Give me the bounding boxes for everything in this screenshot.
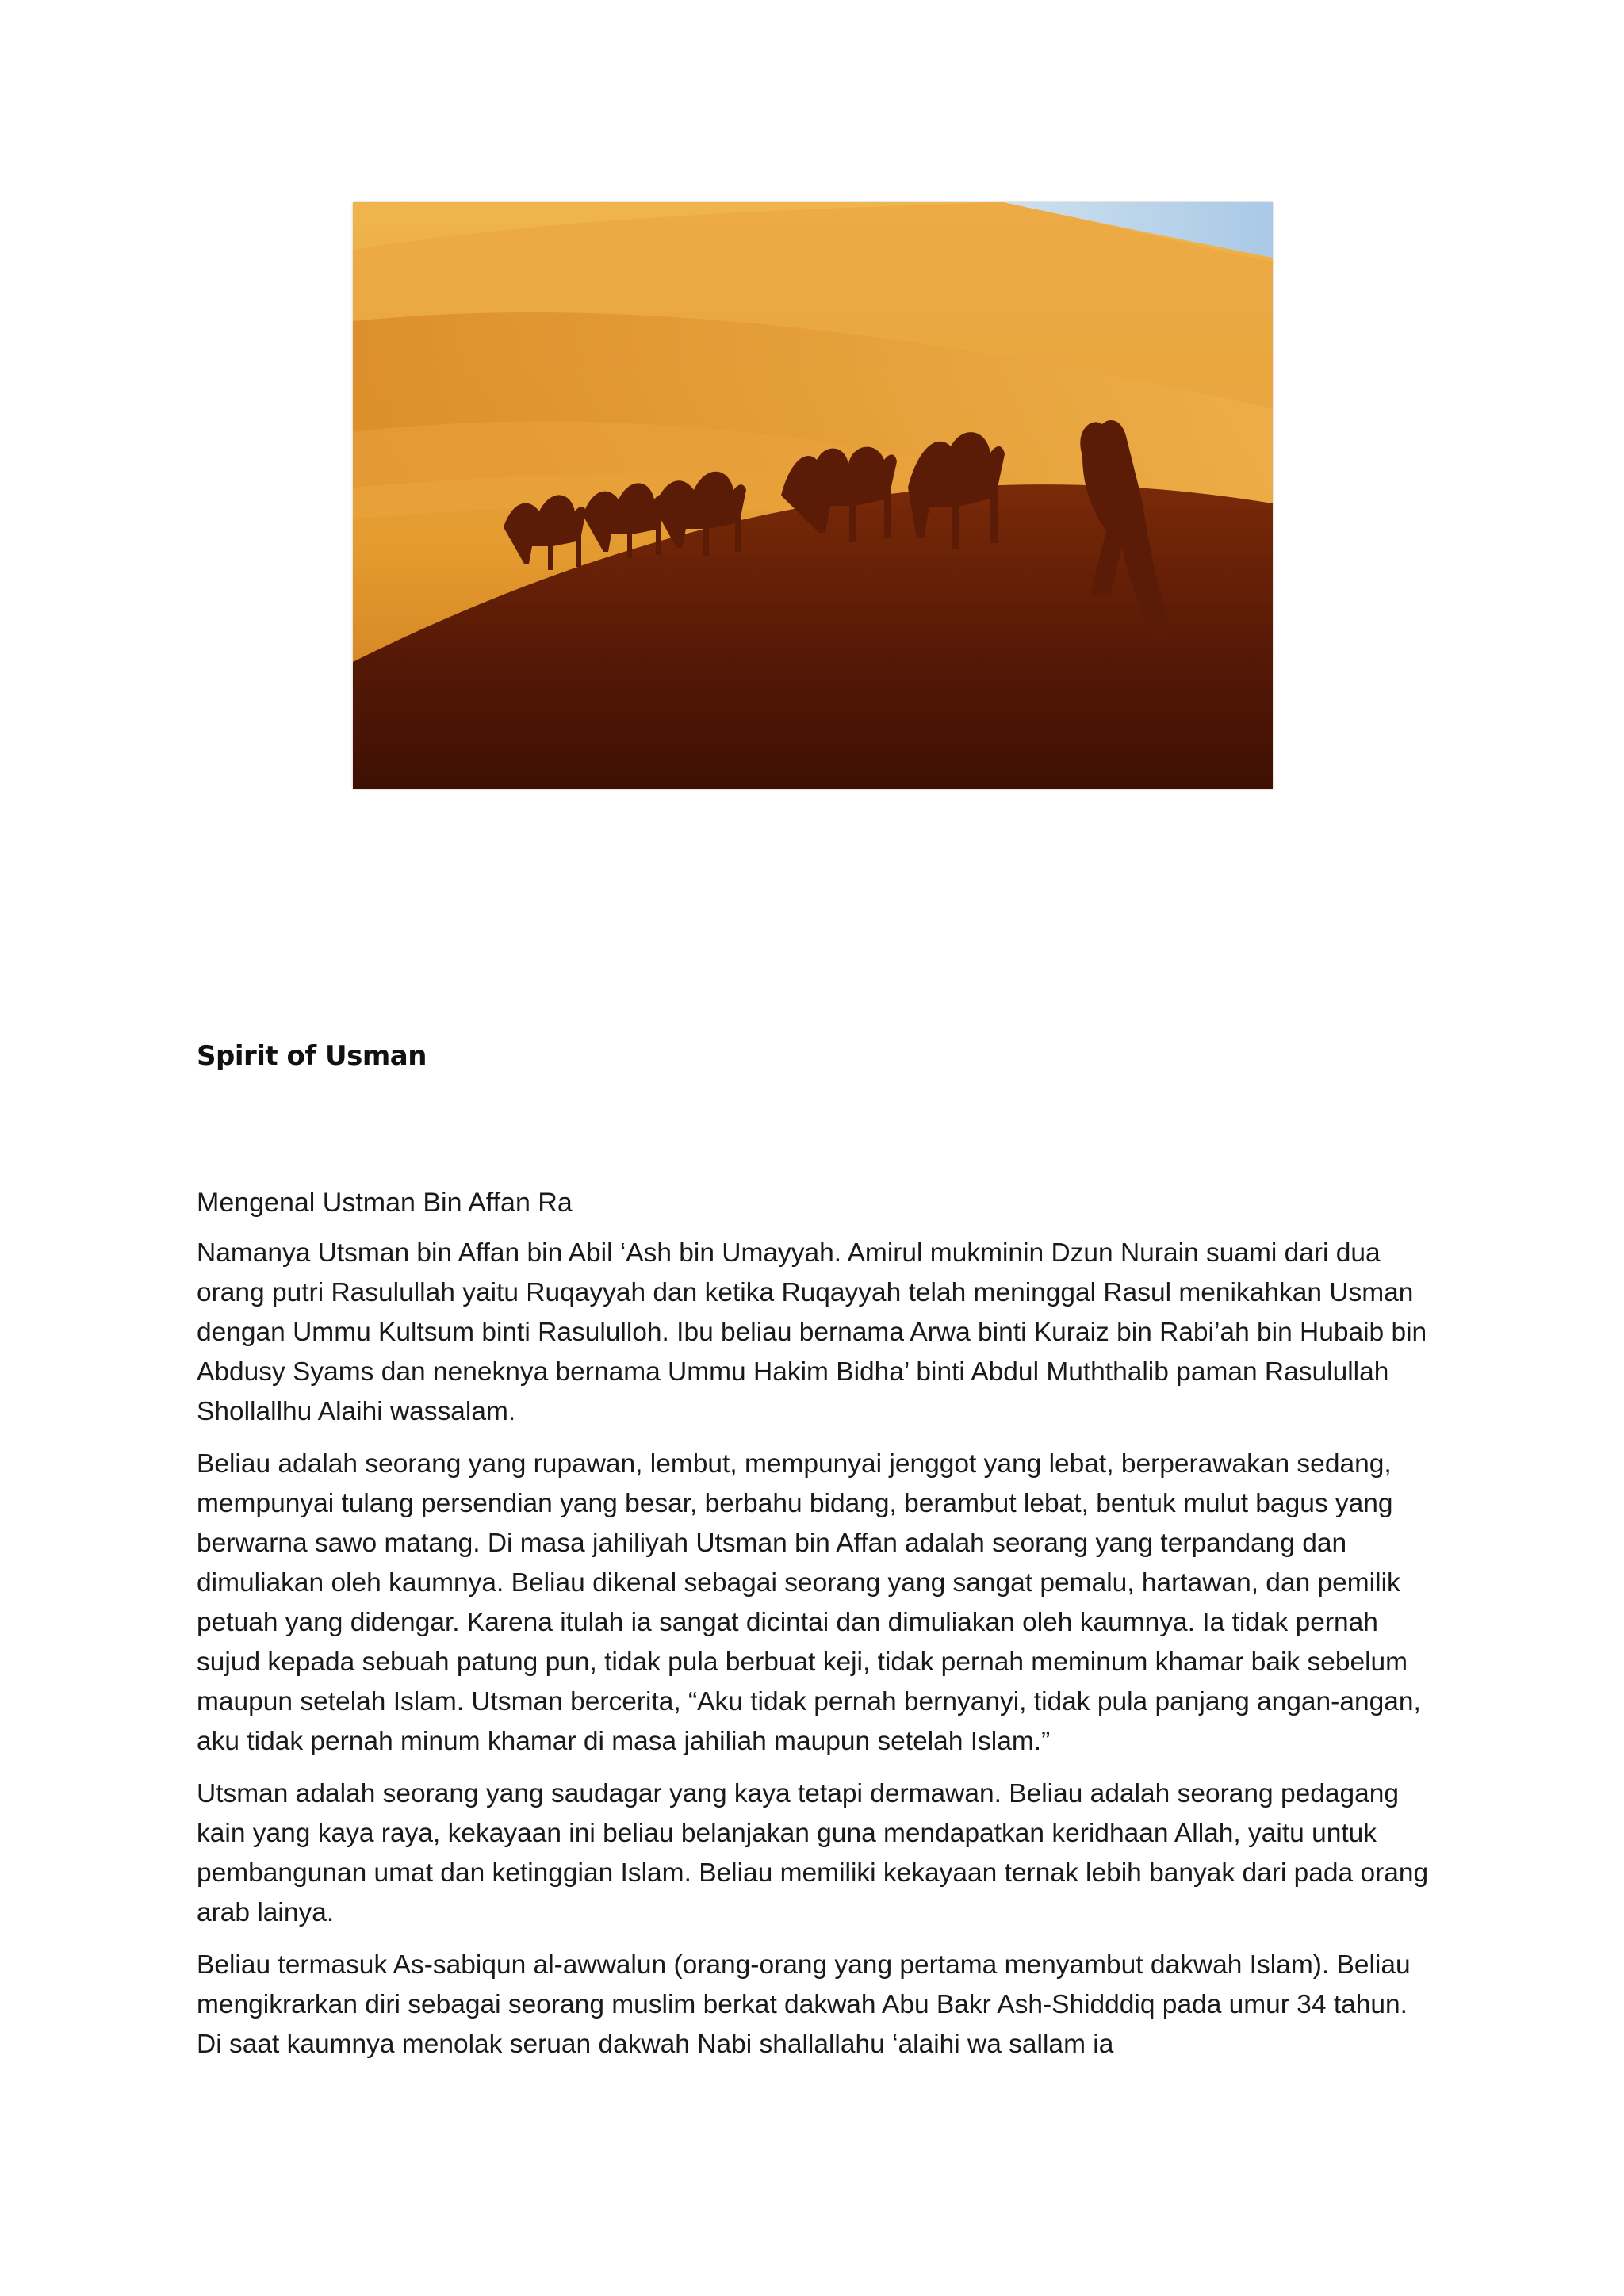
document-title: Spirit of Usman <box>197 1040 427 1072</box>
paragraph-3: Utsman adalah seorang yang saudagar yang kaya tetapi dermawan. Beliau adalah seorang pedagang kain yang kaya raya, kekayaan ini beliau belanjakan guna mendapatkan keridhaan Allah, yaitu untuk pembangunan umat dan ketinggian Islam. Beliau memiliki kekayaan ternak lebih banyak dari pada orang arab lainya. <box>197 1779 1429 1927</box>
paragraph-4: Beliau termasuk As-sabiqun al-awwalun (orang-orang yang pertama menyambut dakwah Islam). Beliau mengikrarkan diri sebagai seorang muslim berkat dakwah Abu Bakr Ash-Shidddiq pada umur 34 tahun. Di saat kaumnya menolak seruan dakwah Nabi shallallahu ‘alaihi wa sallam ia <box>197 1950 1411 2059</box>
paragraph-2: Beliau adalah seorang yang rupawan, lembut, mempunyai jenggot yang lebat, berperawakan sedang, mempunyai tulang persendian yang besar, berbahu bidang, berambut lebat, bentuk mulut bagus yang berwarna sawo matang. Di masa jahiliyah Utsman bin Affan adalah seorang yang terpandang dan dimuliakan oleh kaumnya. Beliau dikenal sebagai seorang yang sangat pemalu, hartawan, dan pemilik petuah yang didengar. Karena itulah ia sangat dicintai dan dimuliakan oleh kaumnya. Ia tidak pernah sujud kepada sebuah patung pun, tidak pula berbuat keji, tidak pernah meminum khamar baik sebelum maupun setelah Islam. Utsman bercerita, “Aku tidak pernah bernyanyi, tidak pula panjang angan-angan, aku tidak pernah minum khamar di masa jahiliah maupun setelah Islam.” <box>197 1449 1421 1756</box>
section-heading: Mengenal Ustman Bin Affan Ra <box>197 1188 573 1218</box>
article-body <box>197 1234 1434 2077</box>
paragraph-1: Namanya Utsman bin Affan bin Abil ‘Ash bin Umayyah. Amirul mukminin Dzun Nurain suami dari dua orang putri Rasulullah yaitu Ruqayyah dan ketika Ruqayyah telah meninggal Rasul menikahkan Usman dengan Ummu Kultsum binti Rasululloh. Ibu beliau bernama Arwa binti Kuraiz bin Rabi’ah bin Hubaib bin Abdusy Syams dan neneknya bernama Ummu Hakim Bidha’ binti Abdul Muththalib paman Rasulullah Shollallhu Alaihi wassalam. <box>197 1238 1427 1426</box>
desert-caravan-photo <box>353 202 1273 789</box>
